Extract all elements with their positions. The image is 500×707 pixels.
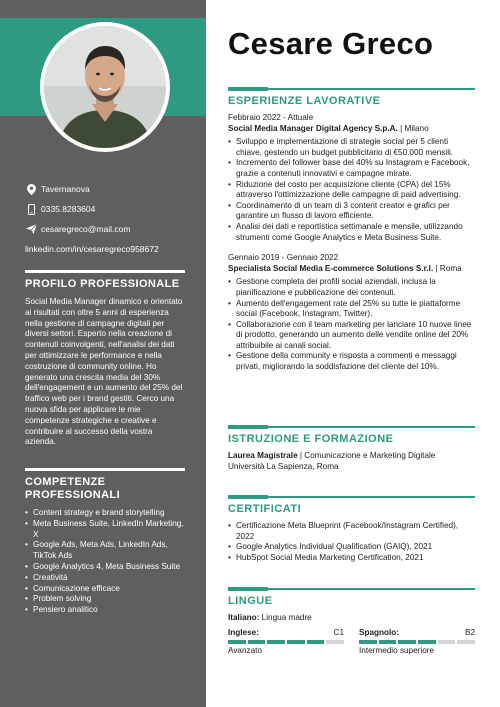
- certifications-title: CERTIFICATI: [228, 503, 302, 515]
- language-level-segment: [438, 640, 456, 644]
- job-bullet: • Coordinamento di un team di 3 content creator e grafici per garantire un flusso di lavoro efficiente.: [228, 201, 475, 222]
- certifications-section: [228, 496, 475, 563]
- profile-photo: [44, 26, 166, 148]
- native-language-value: Lingua madre: [259, 613, 312, 622]
- language-level-segment: [379, 640, 397, 644]
- language-head: [359, 628, 475, 639]
- language-name: Inglese:: [228, 627, 259, 637]
- certifications-divider: [228, 496, 475, 498]
- certification-item: • Certificazione Meta Blueprint (Facebook/Instagram Certified), 2022: [228, 521, 475, 542]
- job-dates: Febbraio 2022 - Attuale: [228, 113, 314, 122]
- job-bullet: • Analisi dei dati e reportistica settimanale e mensile, utilizzando strumenti come Google Analytics e Meta Business Suite.: [228, 222, 475, 243]
- education-school: Università La Sapienza, Roma: [228, 461, 339, 471]
- language-level: Avanzato: [228, 646, 262, 656]
- language-level: Intermedio superiore: [359, 646, 435, 656]
- skills-divider: [25, 468, 185, 471]
- languages-title: LINGUE: [228, 595, 273, 607]
- contact-linkedin: [25, 240, 195, 258]
- languages-divider: [228, 588, 475, 590]
- contact-info: [25, 180, 195, 260]
- language-level-bars: [228, 640, 344, 644]
- profile-photo-frame: [40, 22, 170, 152]
- skill-item: • Google Analytics 4, Meta Business Suite: [25, 562, 185, 573]
- job-bullet: • Gestione della community e risposta a commenti e messaggi privati, migliorando la soddisfazione del cliente del 10%.: [228, 351, 475, 372]
- education-title: ISTRUZIONE E FORMAZIONE: [228, 433, 394, 445]
- experience-divider: [228, 88, 475, 90]
- language-head: [228, 628, 344, 639]
- job-place: | Roma: [433, 263, 462, 273]
- skills-list: [25, 508, 185, 616]
- language-level-segment: [267, 640, 285, 644]
- job-bullet: • Gestione completa dei profili social aziendali, inclusa la pianificazione e pubblicazione dei contenuti.: [228, 277, 475, 298]
- skill-item: • Problem solving: [25, 594, 185, 605]
- job-bullet: • Aumento dell'engagement rate del 25% su tutte le piattaforme social (Facebook, Instagram, Twitter).: [228, 299, 475, 320]
- language-level-segment: [228, 640, 246, 644]
- language-code: C1: [333, 627, 344, 637]
- contact-location: [25, 180, 195, 198]
- language-level-bars: [359, 640, 475, 644]
- profile-divider: [25, 270, 185, 273]
- education-degree: Laurea Magistrale: [228, 451, 298, 460]
- job-bullets: [228, 277, 475, 372]
- job-bullet: • Collaborazione con il team marketing per lanciare 10 nuove linee di prodotto, generando un aumento delle vendite online del 20% attribuibile ai canali social.: [228, 320, 475, 352]
- contact-email-text[interactable]: cesaregreco@mail.com: [41, 224, 131, 234]
- job-header: [228, 264, 475, 275]
- job-header: [228, 124, 475, 135]
- job-entry: [228, 253, 475, 373]
- profile-section: [25, 270, 185, 448]
- profile-text: Social Media Manager dinamico e orientato ai risultati con oltre 5 anni di esperienza nella gestione di campagne digitali per diversi settori. Esperto nella creazione di contenuti coinvolgenti, nell'analisi dei dati per ottimizzare le performance e nella costruzione di community online. Ho generato una crescita media del 30% dell'engagement e un aumento del 25% del traffico web per i brand gestiti. Cerco una nuova sfida per applicare le mie competenze strategiche e creative e contribuire al successo della vostra azienda.: [25, 297, 183, 447]
- phone-icon: [25, 203, 37, 215]
- language-level-segment: [287, 640, 305, 644]
- language-levels: [228, 628, 475, 657]
- language-item: [359, 628, 475, 657]
- education-section: [228, 426, 475, 472]
- skill-item: • Meta Business Suite, LinkedIn Marketing, X: [25, 519, 185, 541]
- job-dates: Gennaio 2019 - Gennaio 2022: [228, 253, 339, 263]
- certification-item: • Google Analytics Individual Qualification (GAIQ), 2021: [228, 542, 475, 553]
- language-item: [228, 628, 344, 657]
- contact-phone: [25, 200, 195, 218]
- skills-title: COMPETENZE PROFESSIONALI: [25, 476, 121, 501]
- skill-item: • Creatività: [25, 573, 185, 584]
- job-role: Social Media Manager Digital Agency S.p.A.: [228, 123, 398, 133]
- location-pin-icon: [25, 183, 37, 195]
- languages-section: [228, 588, 475, 657]
- language-code: B2: [464, 627, 475, 637]
- skill-item: • Google Ads, Meta Ads, LinkedIn Ads, TikTok Ads: [25, 540, 185, 562]
- language-level-segment: [398, 640, 416, 644]
- certifications-list: [228, 521, 475, 563]
- native-language-label: Italiano:: [228, 613, 260, 622]
- job-role: Specialista Social Media E-commerce Solutions S.r.l.: [228, 263, 434, 273]
- job-bullet: • Sviluppo e implementazione di strategie social per 5 clienti chiave, gestendo un budget pubblicitario di €50.000 mensili.: [228, 137, 475, 158]
- contact-phone-text[interactable]: 0335.8283604: [41, 204, 96, 214]
- email-send-icon: [25, 223, 37, 235]
- experience-title: ESPERIENZE LAVORATIVE: [228, 95, 381, 107]
- contact-location-text: Tavernanova: [41, 184, 90, 194]
- profile-title: PROFILO PROFESSIONALE: [25, 278, 180, 290]
- contact-linkedin-link[interactable]: linkedin.com/in/cesaregreco958672: [25, 244, 159, 254]
- language-level-segment: [248, 640, 266, 644]
- language-level-segment: [326, 640, 344, 644]
- language-level-segment: [418, 640, 436, 644]
- contact-email: [25, 220, 195, 238]
- language-name: Spagnolo:: [359, 627, 400, 637]
- sidebar: [0, 0, 206, 707]
- education-divider: [228, 426, 475, 428]
- candidate-name: Cesare Greco: [228, 26, 434, 61]
- job-bullet: • Riduzione del costo per acquisizione cliente (CPA) del 15% attraverso l'ottimizzazione delle campagne di paid advertising.: [228, 180, 475, 201]
- job-bullet: • Incremento del follower base del 40% su Instagram e Facebook, grazie a contenuti innovativi e campagne mirate.: [228, 158, 475, 179]
- skill-item: • Content strategy e brand storytelling: [25, 508, 185, 519]
- job-place: | Milano: [397, 123, 429, 133]
- experience-section: [228, 88, 475, 373]
- skill-item: • Comunicazione efficace: [25, 584, 185, 595]
- native-language: [228, 613, 475, 624]
- education-detail: | Comunicazione e Marketing Digitale: [297, 451, 436, 460]
- job-bullets: [228, 137, 475, 243]
- certification-item: • HubSpot Social Media Marketing Certification, 2021: [228, 553, 475, 564]
- language-level-segment: [307, 640, 325, 644]
- job-entry: [228, 113, 475, 243]
- language-level-segment: [359, 640, 377, 644]
- education-degree-line: [228, 451, 475, 462]
- skill-item: • Pensiero analitico: [25, 605, 185, 616]
- skills-section: [25, 468, 185, 616]
- language-level-segment: [457, 640, 475, 644]
